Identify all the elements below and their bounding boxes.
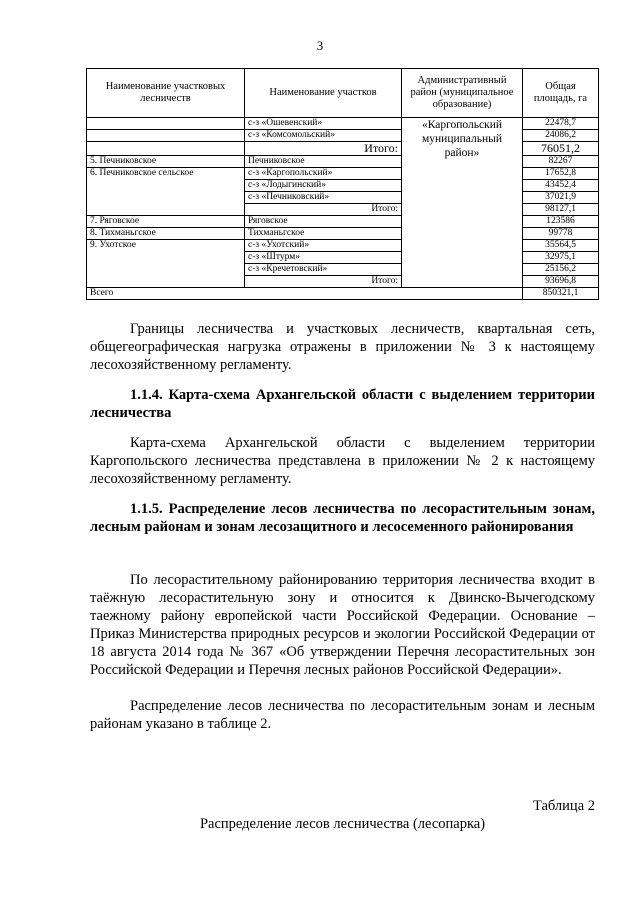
subtotal-label: Итого: [245,276,402,288]
table-row [87,216,599,228]
plot-cell: Ряговское [245,216,402,228]
area-cell: 37021,9 [523,192,599,204]
subtotal-label: Итого: [245,142,402,156]
table-row [87,228,599,240]
table-row [87,118,599,130]
paragraph-boundaries: Границы лесничества и участковых лесничеств, квартальная сеть, общегеографическая нагрузка отражены в приложении № 3 к настоящему лесохозяйственному регламенту. [90,321,595,373]
plot-cell: с-з «Ухотский» [245,240,402,252]
area-cell: 82267 [523,156,599,168]
plot-cell: с-з «Печниковский» [245,192,402,204]
district-cell: 9. Ухотское [87,240,245,288]
paragraph-map: Карта-схема Архангельской области с выделением территории Каргопольского лесничества представлена в приложении № 2 к настоящему лесохозяйственному регламенту. [90,435,595,487]
header-forestry-districts: Наименование участковых лесничеств [87,69,245,118]
district-cell [87,118,245,130]
table-row [87,130,599,142]
area-cell: 22478,7 [523,118,599,130]
table-header-row [87,69,599,118]
area-cell: 25156,2 [523,264,599,276]
area-cell: 43452,4 [523,180,599,192]
page-number: 3 [316,38,324,53]
area-cell: 35564,5 [523,240,599,252]
area-cell: 17652,8 [523,168,599,180]
heading-1-1-4: 1.1.4. Карта-схема Архангельской области с выделением территории лесничества [90,387,595,421]
plot-cell: с-з «Ошевенский» [245,118,402,130]
paragraph-distribution: Распределение лесов лесничества по лесорастительным зонам и лесным районам указано в таблице 2. [90,698,595,732]
subtotal-area: 98127,1 [523,204,599,216]
table-total-row [87,288,599,300]
table-caption: Распределение лесов лесничества (лесопарка) [199,816,486,832]
area-cell: 99778 [523,228,599,240]
area-cell: 32975,1 [523,252,599,264]
district-cell: 5. Печниковское [87,156,245,168]
plot-cell: с-з «Штурм» [245,252,402,264]
admin-district-cell: «Каргопольский муниципальный район» [402,118,523,288]
subtotal-area: 76051,2 [523,142,599,156]
district-cell: 8. Тихманьгское [87,228,245,240]
subtotal-area: 93696,8 [523,276,599,288]
header-admin-district: Административный район (муниципальное образование) [402,69,523,118]
grand-total-label: Всего [87,288,523,300]
table-row [87,142,599,156]
table-label: Таблица 2 [532,798,595,814]
header-total-area: Общая площадь, га [523,69,599,118]
table-row [87,156,599,168]
forestry-table [86,68,599,300]
plot-cell: Тихманьгское [245,228,402,240]
paragraph-zoning: По лесорастительному районированию территория лесничества входит в таёжную лесорастительную зону и относится к Двинско-Вычегодскому таежному району европейской части Российской Федерации. Основание – Приказ Министерства природных ресурсов и экологии Российской Федерации от 18 августа 2014 года № 367 «Об утверждении Перечня лесорастительных зон Российской Федерации и Перечня лесных районов Российской Федерации». [90,572,595,678]
plot-cell: с-з «Лодыгинский» [245,180,402,192]
plot-cell: с-з «Комсомольский» [245,130,402,142]
grand-total-area: 850321,1 [523,288,599,300]
district-cell: 7. Ряговское [87,216,245,228]
subtotal-label: Итого: [245,204,402,216]
heading-1-1-5: 1.1.5. Распределение лесов лесничества по лесорастительным зонам, лесным районам и зонам лесозащитного и лесосеменного районирования [90,501,595,535]
plot-cell: с-з «Каргопольский» [245,168,402,180]
area-cell: 123586 [523,216,599,228]
district-cell [87,130,245,142]
table-row [87,240,599,252]
plot-cell: с-з «Кречетовский» [245,264,402,276]
table-row [87,168,599,180]
district-cell: 6. Печниковское сельское [87,168,245,216]
plot-cell: Печниковское [245,156,402,168]
area-cell: 24086,2 [523,130,599,142]
header-plots: Наименование участков [245,69,402,118]
